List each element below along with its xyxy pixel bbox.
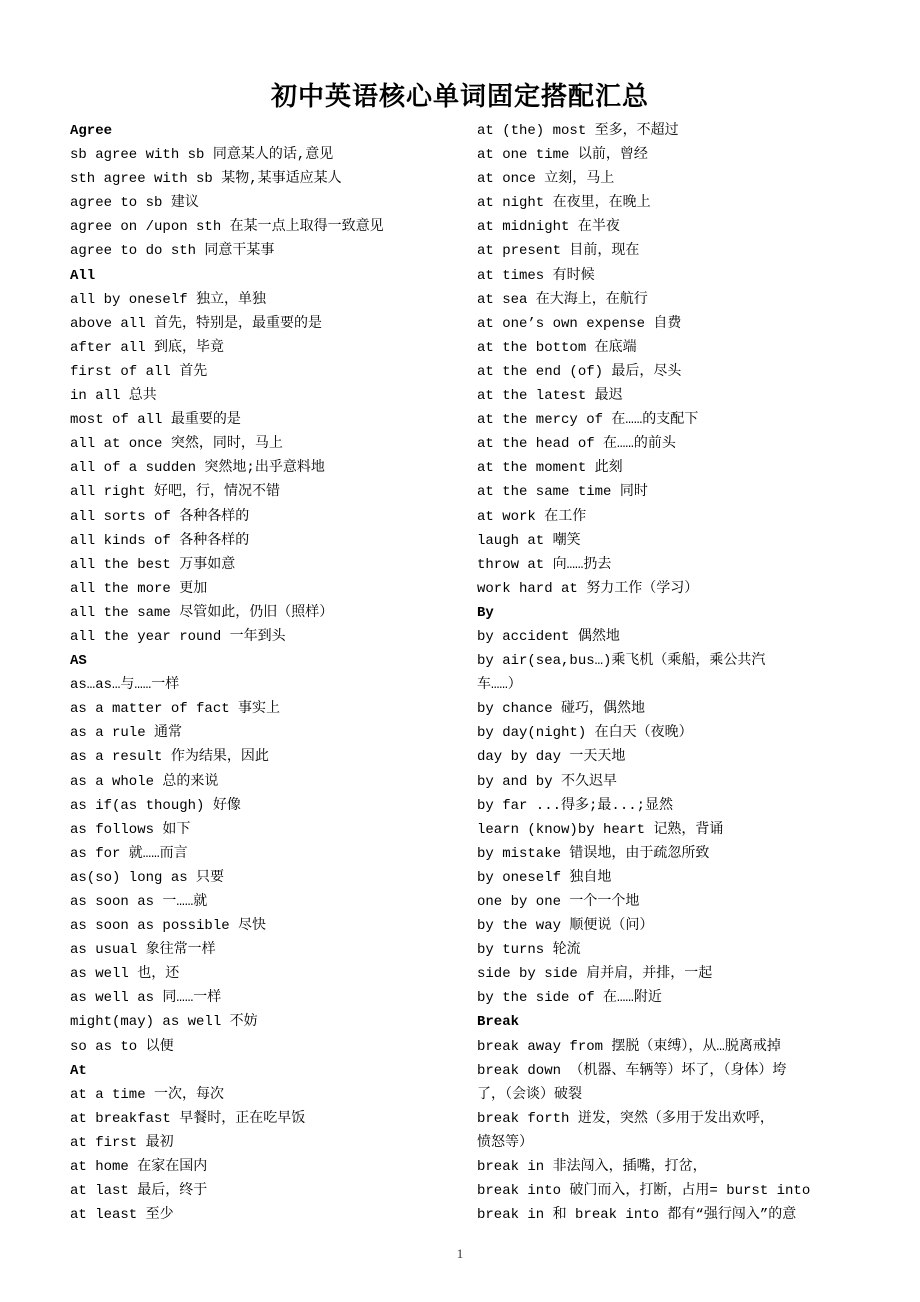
phrase-entry: at once 立刻，马上 xyxy=(477,171,615,188)
phrase-entry: at sea 在大海上，在航行 xyxy=(477,291,648,308)
phrase-entry: agree to sb 建议 xyxy=(70,195,199,212)
phrase-entry: at home 在家在国内 xyxy=(70,1159,208,1176)
section-heading: Agree xyxy=(70,123,113,139)
phrase-entry: at one time 以前，曾经 xyxy=(477,147,648,164)
phrase-entry: might(may) as well 不妨 xyxy=(70,1014,258,1031)
section-heading: AS xyxy=(70,653,87,670)
phrase-entry: at the head of 在……的前头 xyxy=(477,436,676,453)
phrase-entry: all of a sudden 突然地;出乎意料地 xyxy=(70,460,325,477)
phrase-entry: break forth 迸发，突然（多用于发出欢呼， xyxy=(477,1110,774,1127)
phrase-entry: at times 有时候 xyxy=(477,267,595,284)
phrase-entry: laugh at 嘲笑 xyxy=(477,532,581,549)
phrase-entry: as well 也，还 xyxy=(70,966,180,983)
right-column xyxy=(477,119,857,1227)
phrase-entry: most of all 最重要的是 xyxy=(70,412,241,429)
phrase-entry: 愤怒等） xyxy=(477,1134,533,1151)
phrase-entry: all right 好吧，行，情况不错 xyxy=(70,484,281,501)
phrase-entry: by day(night) 在白天（夜晚） xyxy=(477,725,693,742)
phrase-entry: at the end (of) 最后，尽头 xyxy=(477,363,682,380)
phrase-entry: one by one 一个一个地 xyxy=(477,894,640,910)
phrase-entry: as a whole 总的来说 xyxy=(70,773,219,790)
left-column xyxy=(70,119,460,1227)
phrase-entry: at the moment 此刻 xyxy=(477,460,623,477)
phrase-entry: throw at 向……扔去 xyxy=(477,556,612,573)
phrase-entry: after all 到底，毕竟 xyxy=(70,339,225,356)
phrase-entry: break in 非法闯入，插嘴，打岔， xyxy=(477,1159,707,1176)
phrase-entry: at midnight 在半夜 xyxy=(477,219,620,236)
phrase-entry: as usual 象往常一样 xyxy=(70,942,216,959)
phrase-entry: agree on /upon sth 在某一点上取得一致意见 xyxy=(70,219,384,236)
phrase-entry: all by oneself 独立，单独 xyxy=(70,291,267,308)
document-title: 初中英语核心单词固定搭配汇总 xyxy=(270,82,649,112)
phrase-entry: at the same time 同时 xyxy=(477,484,648,501)
phrase-entry: all the best 万事如意 xyxy=(70,556,236,573)
phrase-entry: by air(sea,bus…)乘飞机（乘船，乘公共汽 xyxy=(477,653,766,670)
phrase-entry: above all 首先，特别是，最重要的是 xyxy=(70,315,323,332)
phrase-entry: all the more 更加 xyxy=(70,580,208,597)
phrase-entry: sb agree with sb 同意某人的话,意见 xyxy=(70,147,334,164)
phrase-entry: in all 总共 xyxy=(70,388,157,405)
phrase-entry: at present 目前，现在 xyxy=(477,243,640,260)
phrase-entry: so as to 以便 xyxy=(70,1038,174,1055)
section-heading: Break xyxy=(477,1014,520,1031)
phrase-entry: at the bottom 在底端 xyxy=(477,339,637,356)
phrase-entry: at breakfast 早餐时，正在吃早饭 xyxy=(70,1110,306,1127)
phrase-entry: break into 破门而入，打断，占用= burst into xyxy=(477,1183,811,1200)
phrase-entry: 了，（会谈）破裂 xyxy=(477,1086,582,1103)
phrase-entry: break in 和 break into 都有“强行闯入”的意 xyxy=(477,1207,797,1224)
phrase-entry: as if(as though) 好像 xyxy=(70,797,241,814)
phrase-entry: all the same 尽管如此，仍旧（照样） xyxy=(70,604,334,621)
phrase-entry: by far ...得多;最...;显然 xyxy=(477,797,674,814)
phrase-entry: at one’s own expense 自费 xyxy=(477,315,682,332)
phrase-entry: agree to do sth 同意干某事 xyxy=(70,243,275,260)
phrase-entry: 车……） xyxy=(477,677,522,694)
phrase-entry: break away from 摆脱（束缚），从…脱离戒掉 xyxy=(477,1038,781,1055)
page-number: 1 xyxy=(456,1246,464,1261)
section-heading: By xyxy=(477,604,494,621)
phrase-entry: day by day 一天天地 xyxy=(477,749,626,766)
phrase-entry: by the side of 在……附近 xyxy=(477,990,662,1007)
phrase-entry: as a rule 通常 xyxy=(70,725,183,742)
phrase-entry: by accident 偶然地 xyxy=(477,628,620,645)
phrase-entry: at the mercy of 在……的支配下 xyxy=(477,412,699,429)
phrase-entry: learn (know)by heart 记熟，背诵 xyxy=(477,821,724,838)
phrase-entry: as a matter of fact 事实上 xyxy=(70,701,281,718)
phrase-entry: as(so) long as 只要 xyxy=(70,869,225,886)
phrase-entry: as soon as possible 尽快 xyxy=(70,918,267,935)
phrase-entry: as…as…与……一样 xyxy=(70,677,180,694)
phrase-entry: as for 就……而言 xyxy=(70,845,188,862)
phrase-entry: work hard at 努力工作（学习） xyxy=(477,580,699,597)
phrase-entry: by the way 顺便说（问） xyxy=(477,918,654,935)
phrase-entry: break down （机器、车辆等）坏了，（身体）垮 xyxy=(477,1062,787,1079)
phrase-entry: at a time 一次，每次 xyxy=(70,1086,225,1103)
phrase-entry: as well as 同……一样 xyxy=(70,990,222,1007)
phrase-entry: by turns 轮流 xyxy=(477,942,581,959)
phrase-entry: at least 至少 xyxy=(70,1207,174,1224)
phrase-entry: by mistake 错误地，由于疏忽所致 xyxy=(477,845,710,862)
phrase-entry: sth agree with sb 某物,某事适应某人 xyxy=(70,171,342,188)
section-heading: All xyxy=(70,267,96,284)
phrase-entry: as soon as 一……就 xyxy=(70,894,208,910)
phrase-entry: by chance 碰巧，偶然地 xyxy=(477,701,646,718)
phrase-entry: at work 在工作 xyxy=(477,508,587,525)
phrase-entry: by and by 不久迟早 xyxy=(477,773,618,790)
phrase-entry: as a result 作为结果，因此 xyxy=(70,749,269,766)
phrase-entry: side by side 肩并肩，并排，一起 xyxy=(477,966,713,983)
phrase-entry: at night 在夜里，在晚上 xyxy=(477,195,651,212)
phrase-entry: all the year round 一年到头 xyxy=(70,628,286,645)
phrase-entry: all at once 突然，同时，马上 xyxy=(70,436,283,453)
phrase-entry: all kinds of 各种各样的 xyxy=(70,532,250,549)
phrase-entry: as follows 如下 xyxy=(70,821,191,838)
phrase-entry: by oneself 独自地 xyxy=(477,869,612,886)
phrase-entry: at first 最初 xyxy=(70,1134,174,1151)
phrase-entry: first of all 首先 xyxy=(70,363,208,380)
section-heading: At xyxy=(70,1062,87,1079)
phrase-entry: at last 最后，终于 xyxy=(70,1183,208,1200)
phrase-entry: at (the) most 至多，不超过 xyxy=(477,123,679,139)
phrase-entry: at the latest 最迟 xyxy=(477,388,623,405)
phrase-entry: all sorts of 各种各样的 xyxy=(70,508,250,525)
